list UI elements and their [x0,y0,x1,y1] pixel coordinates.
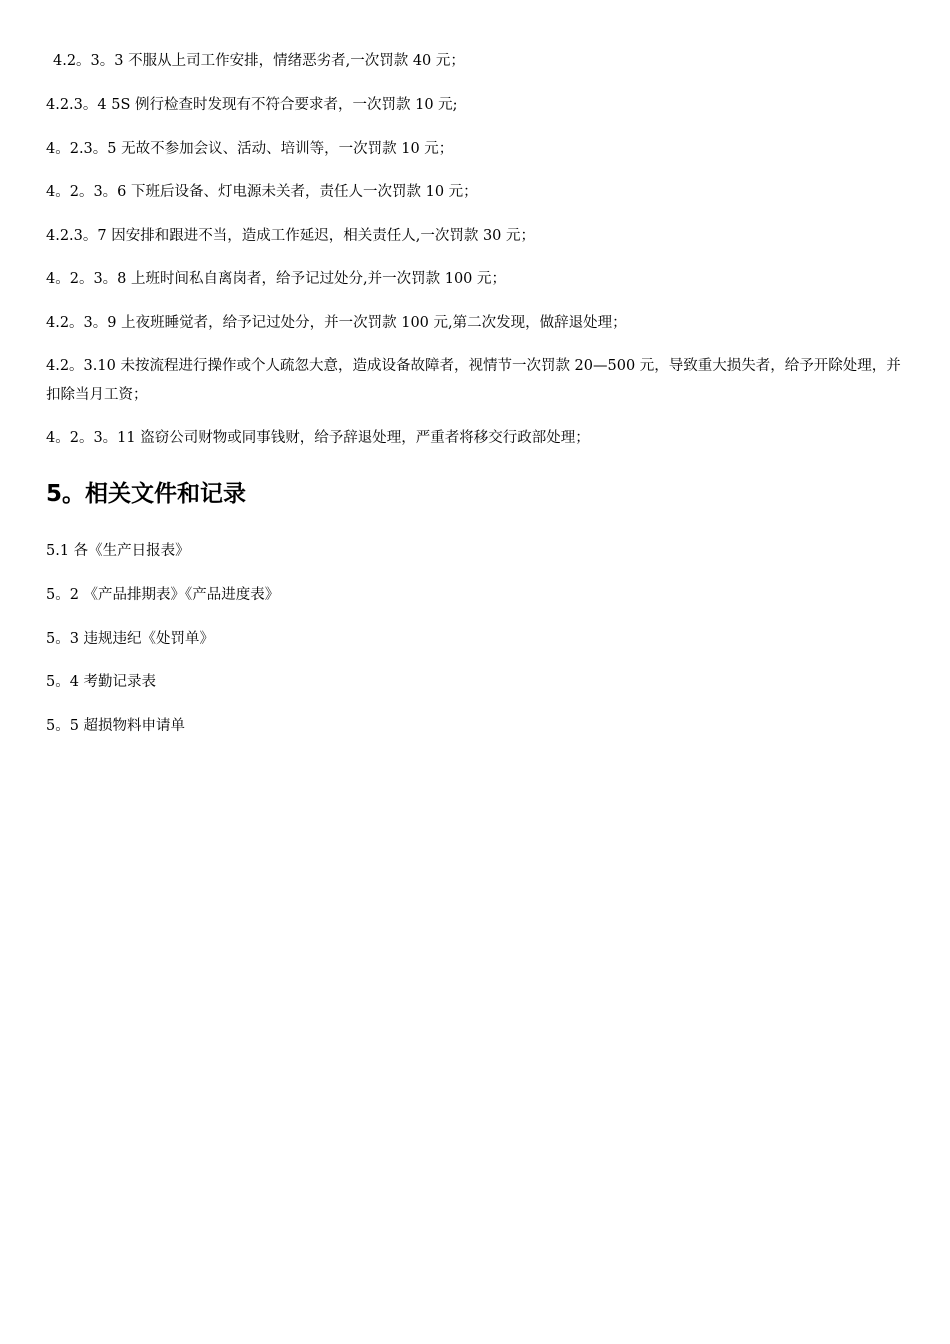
rule-4-2-3-3: 4.2。3。3 不服从上司工作安排，情绪恶劣者,一次罚款 40 元； [53,53,465,69]
rule-4-2-3-7: 4.2.3。7 因安排和跟进不当，造成工作延迟，相关责任人,一次罚款 30 元； [46,228,536,244]
record-item-5-3: 5。3 违规违纪《处罚单》 [46,631,215,647]
section-5-heading: 5。相关文件和记录 [46,481,247,507]
rule-4-2-3-8: 4。2。3。8 上班时间私自离岗者，给予记过处分,并一次罚款 100 元； [46,271,507,287]
rule-4-2-3-9: 4.2。3。9 上夜班睡觉者，给予记过处分，并一次罚款 100 元,第二次发现，做辞退处理； [46,315,627,331]
rule-4-2-3-10: 4.2。3.10 未按流程进行操作或个人疏忽大意，造成设备故障者，视情节一次罚款 20—500 元，导致重大损失者，给予开除处理，并扣除当月工资； [46,358,901,403]
record-item-5-5: 5。5 超损物料申请单 [46,718,186,734]
record-item-5-1: 5.1 各《生产日报表》 [46,543,190,559]
rule-4-2-3-6: 4。2。3。6 下班后设备、灯电源未关者，责任人一次罚款 10 元； [46,184,478,200]
rule-4-2-3-11: 4。2。3。11 盗窃公司财物或同事钱财，给予辞退处理，严重者将移交行政部处理； [46,430,590,446]
record-item-5-2: 5。2 《产品排期表》《产品进度表》 [46,587,280,603]
record-item-5-4: 5。4 考勤记录表 [46,674,157,690]
rule-4-2-3-5: 4。2.3。5 无故不参加会议、活动、培训等，一次罚款 10 元； [46,141,454,157]
rule-4-2-3-4: 4.2.3。4 5S 例行检查时发现有不符合要求者，一次罚款 10 元; [46,97,458,113]
